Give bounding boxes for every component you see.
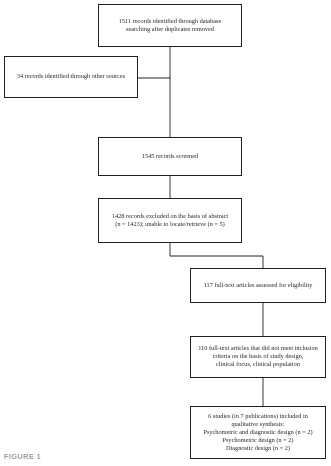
other-sources-text: 34 records identified through other sources bbox=[16, 73, 126, 80]
full-text-excluded-text: 110 full-text articles that did not meet inclusion criteria on the basis of study design, clinical focus, clinical population bbox=[198, 345, 318, 368]
excluded-abstract-text: 1428 records excluded on the basis of abstract (n = 1423); unable to locate/retrieve (n = 5) bbox=[111, 212, 229, 228]
included-studies-box bbox=[190, 406, 326, 459]
included-studies-text: 6 studies (in 7 publications) included in qualitative synthesis: Psychometric and diagnostic design (n = 2) Psychometric design (n = 2) Diagnostic design (n = 2) bbox=[203, 412, 313, 452]
excluded-abstract-box bbox=[98, 198, 242, 243]
screened-box bbox=[98, 137, 242, 176]
other-sources-box bbox=[4, 56, 138, 98]
full-text-assessed-box bbox=[190, 268, 326, 303]
full-text-assessed-text: 117 full-text articles assessed for eligibility bbox=[203, 281, 313, 289]
database-records-box bbox=[98, 4, 242, 47]
screened-text: 1545 records screened bbox=[141, 152, 199, 160]
database-records-text: 1511 records identified through database searching after duplicates removed bbox=[118, 17, 222, 33]
figure-label: FIGURE 1 bbox=[4, 452, 41, 461]
full-text-excluded-box bbox=[190, 336, 326, 378]
